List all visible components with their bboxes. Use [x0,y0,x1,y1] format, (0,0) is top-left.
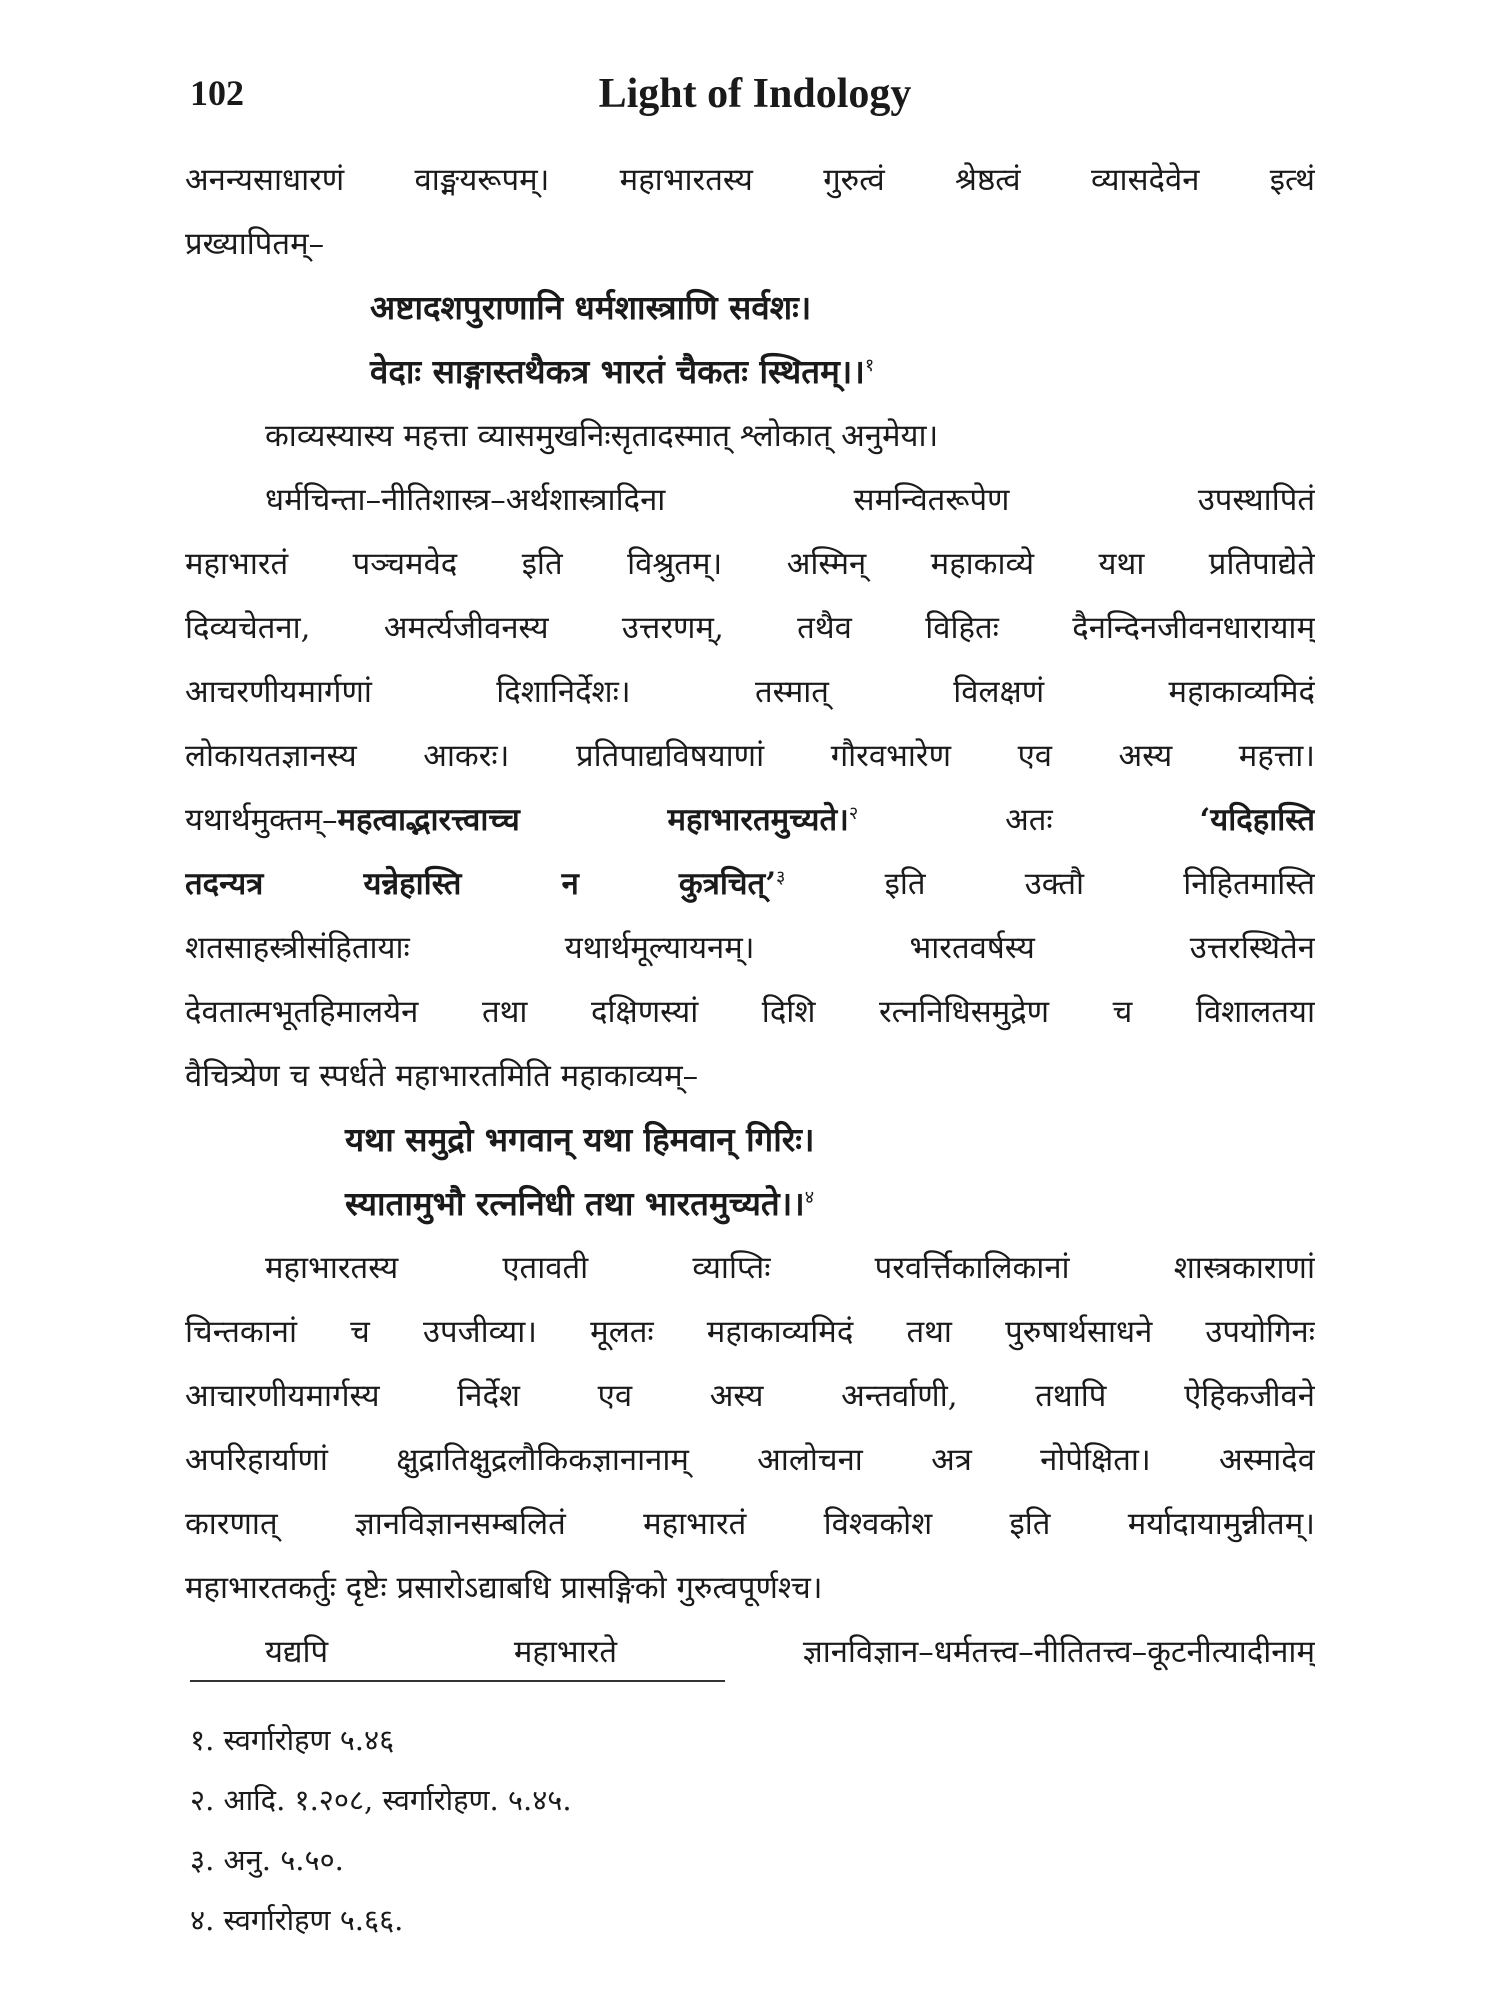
verse-line [185,1108,1315,1172]
body-text [185,148,1315,1684]
text-line: देवतात्मभूतहिमालयेन तथा दक्षिणस्यां दिशि रत्ननिधिसमुद्रेण च विशालतया [185,994,1315,1030]
footnotes [190,1710,1090,1950]
text-line: महाभारतं पञ्चमवेद इति विश्रुतम्। अस्मिन् महाकाव्ये यथा प्रतिपाद्येते [185,546,1315,582]
verse-line [185,276,1315,340]
text-line: काव्यस्यास्य महत्ता व्यासमुखनिःसृतादस्मात् श्लोकात् अनुमेया। [265,418,939,454]
quoted-text: तदन्यत्र यन्नेहास्ति न कुत्रचित्’ [185,866,777,902]
quoted-text: महत्वाद्भारत्त्वाच्च महाभारतमुच्यते। [337,802,849,838]
footnote-ref: २ [848,803,859,824]
text-line: चिन्तकानां च उपजीव्या। मूलतः महाकाव्यमिदं तथा पुरुषार्थसाधने उपयोगिनः [185,1314,1315,1350]
text-line: दिव्यचेतना, अमर्त्यजीवनस्य उत्तरणम्, तथैव विहितः दैनन्दिनजीवनधारायाम् [185,610,1315,646]
footnote-divider [190,1680,725,1682]
footnote-ref: ३ [776,867,786,888]
text-line: धर्मचिन्ता–नीतिशास्त्र–अर्थशास्त्रादिना समन्वितरूपेण उपस्थापितं [265,482,1315,518]
text-line: लोकायतज्ञानस्य आकरः। प्रतिपाद्यविषयाणां गौरवभारेण एव अस्य महत्ता। [185,738,1315,774]
footnote: १. स्वर्गारोहण ५.४६ [190,1723,395,1757]
verse-text: अष्टादशपुराणानि धर्मशास्त्राणि सर्वशः। [370,288,812,327]
text-line: प्रख्यापितम्– [185,226,325,262]
footnote-ref: ४ [804,1187,815,1208]
quoted-text: ‘यदिहास्ति [1199,802,1315,838]
text-line: महाभारतस्य एतावती व्याप्तिः परवर्त्तिकालिकानां शास्त्रकाराणां [265,1250,1315,1286]
text-line: शतसाहस्त्रीसंहितायाः यथार्थमूल्यायनम्। भारतवर्षस्य उत्तरस्थितेन [185,930,1315,966]
text-line: वैचित्र्येण च स्पर्धते महाभारतमिति महाकाव्यम्– [185,1058,699,1094]
text-line: यद्यपि महाभारते ज्ञानविज्ञान–धर्मतत्त्व–नीतितत्त्व–कूटनीत्यादीनाम् [265,1634,1315,1670]
text-line [185,788,1315,852]
text-segment: यथार्थमुक्तम्– [185,802,338,838]
footnote: २. आदि. १.२०८, स्वर्गारोहण. ५.४५. [190,1783,572,1817]
verse-line [185,340,1315,404]
text-line: आचरणीयमार्गणां दिशानिर्देशः। तस्मात् विलक्षणं महाकाव्यमिदं [185,674,1315,710]
verse-text: वेदाः साङ्गास्तथैकत्र भारतं चैकतः स्थितम्।। [370,352,865,391]
text-line: कारणात् ज्ञानविज्ञानसम्बलितं महाभारतं विश्वकोश इति मर्यादायामुन्नीतम्। [185,1506,1315,1542]
verse-line [185,1172,1315,1236]
page-number: 102 [190,73,244,113]
footnote-ref: १ [864,355,875,376]
running-title: Light of Indology [598,71,912,117]
text-line: अनन्यसाधारणं वाङ्मयरूपम्। महाभारतस्य गुरुत्वं श्रेष्ठत्वं व्यासदेवेन इत्थं [185,162,1315,198]
footnote: ४. स्वर्गारोहण ५.६६. [190,1903,404,1937]
text-line [185,852,1315,916]
text-line: आचारणीयमार्गस्य निर्देश एव अस्य अन्तर्वाणी, तथापि ऐहिकजीवने [185,1378,1315,1414]
verse-text: स्यातामुभौ रत्ननिधी तथा भारतमुच्यते।। [345,1184,805,1223]
text-line: महाभारतकर्तुः दृष्टेः प्रसारोऽद्याबधि प्रासङ्गिको गुरुत्वपूर्णश्च। [185,1570,823,1606]
page-header [190,72,1320,132]
text-segment: इति उक्तौ निहितमास्ति [785,866,1315,902]
verse-text: यथा समुद्रो भगवान् यथा हिमवान् गिरिः। [345,1120,815,1159]
text-segment: अतः [858,802,1200,838]
text-line: अपरिहार्याणां क्षुद्रातिक्षुद्रलौकिकज्ञानानाम् आलोचना अत्र नोपेक्षिता। अस्मादेव [185,1442,1315,1478]
footnote: ३. अनु. ५.५०. [190,1843,344,1877]
